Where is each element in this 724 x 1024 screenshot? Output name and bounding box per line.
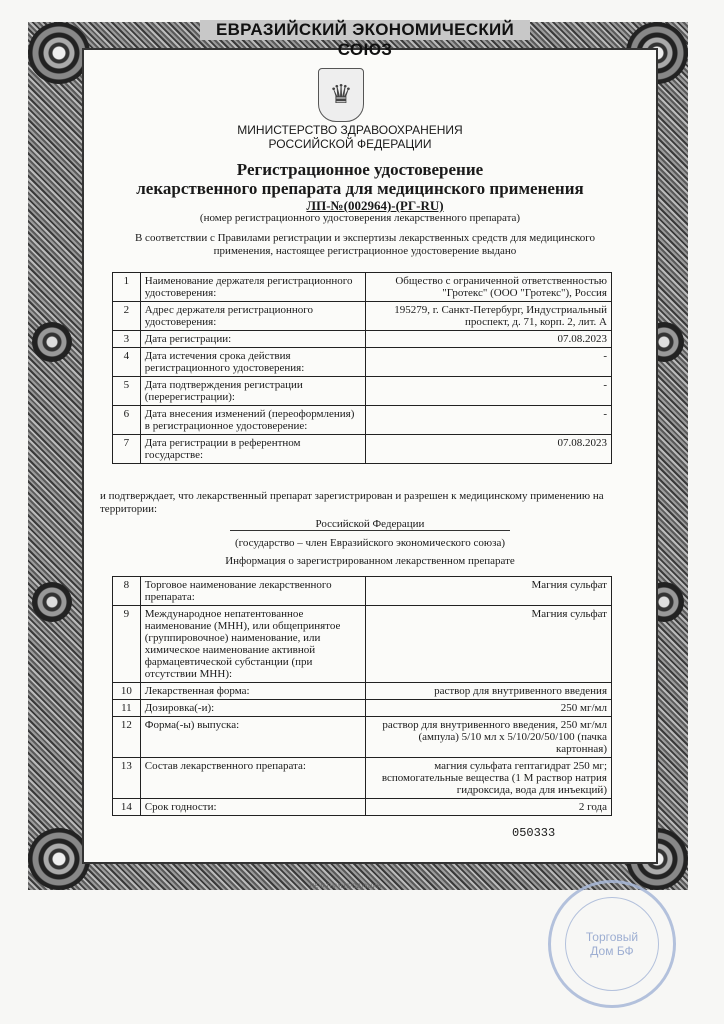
- ornament-icon: [32, 322, 72, 362]
- row-label: Состав лекарственного препарата:: [140, 758, 365, 799]
- row-number: 11: [113, 700, 141, 717]
- row-number: 9: [113, 606, 141, 683]
- row-label: Дата подтверждения регистрации (перерегистрации):: [140, 377, 365, 406]
- row-value: 195279, г. Санкт-Петербург, Индустриальный проспект, д. 71, корп. 2, лит. А: [366, 302, 612, 331]
- row-label: Торговое наименование лекарственного препарата:: [140, 577, 365, 606]
- table-row: [113, 758, 612, 799]
- row-number: 3: [113, 331, 141, 348]
- table-row: [113, 331, 612, 348]
- row-label: Срок годности:: [140, 799, 365, 816]
- table-row: [113, 683, 612, 700]
- table-row: [113, 606, 612, 683]
- row-label: Дозировка(-и):: [140, 700, 365, 717]
- row-label: Наименование держателя регистрационного удостоверения:: [140, 273, 365, 302]
- row-number: 4: [113, 348, 141, 377]
- table-row: [113, 577, 612, 606]
- ministry-name: МИНИСТЕРСТВО ЗДРАВООХРАНЕНИЯ РОССИЙСКОЙ ФЕДЕРАЦИИ: [237, 123, 463, 151]
- table-row: [113, 717, 612, 758]
- table-row: [113, 348, 612, 377]
- company-stamp: Торговый Дом БФ: [548, 880, 676, 1008]
- row-value: 2 года: [366, 799, 612, 816]
- row-number: 6: [113, 406, 141, 435]
- certificate-number-caption: (номер регистрационного удостоверения лекарственного препарата): [199, 212, 521, 224]
- certificate-number: ЛП-№(002964)-(РГ-RU): [306, 198, 444, 213]
- table-row: [113, 406, 612, 435]
- table-row: [113, 302, 612, 331]
- row-label: Адрес держателя регистрационного удостоверения:: [140, 302, 365, 331]
- row-value: Общество с ограниченной ответственностью "Гротекс" (ООО "Гротекс"), Россия: [366, 273, 612, 302]
- row-number: 14: [113, 799, 141, 816]
- row-value: 07.08.2023: [366, 435, 612, 464]
- row-value: Магния сульфат: [366, 577, 612, 606]
- row-label: Дата истечения срока действия регистрационного удостоверения:: [140, 348, 365, 377]
- row-number: 2: [113, 302, 141, 331]
- row-label: Дата регистрации:: [140, 331, 365, 348]
- union-banner: ЕВРАЗИЙСКИЙ ЭКОНОМИЧЕСКИЙ СОЮЗ: [200, 20, 530, 40]
- product-info-heading: Информация о зарегистрированном лекарственном препарате: [225, 555, 515, 567]
- confirmation-text: и подтверждает, что лекарственный препарат зарегистрирован и разрешен к медицинскому применению на территории:: [100, 490, 604, 515]
- row-number: 5: [113, 377, 141, 406]
- registration-table: [112, 272, 612, 464]
- row-number: 8: [113, 577, 141, 606]
- row-number: 1: [113, 273, 141, 302]
- row-value: раствор для внутривенного введения: [366, 683, 612, 700]
- row-value: -: [366, 406, 612, 435]
- print-mark: ПЕЧАТНАЯ ПРОДУКЦИЯ: [310, 884, 382, 890]
- document-title: Регистрационное удостоверение лекарственного препарата для медицинского применения: [136, 160, 584, 198]
- row-number: 7: [113, 435, 141, 464]
- table-row: [113, 799, 612, 816]
- row-value: Магния сульфат: [366, 606, 612, 683]
- ornament-icon: [28, 828, 90, 890]
- table-row: [113, 273, 612, 302]
- serial-number: 050333: [512, 826, 556, 840]
- ornament-icon: [28, 22, 90, 84]
- table-row: [113, 435, 612, 464]
- row-value: -: [366, 348, 612, 377]
- row-value: 250 мг/мл: [366, 700, 612, 717]
- country-name: Российской Федерации: [230, 518, 510, 531]
- table-row: [113, 377, 612, 406]
- row-value: магния сульфата гептагидрат 250 мг; вспомогательные вещества (1 М раствор натрия гидроксида, вода для инъекций): [366, 758, 612, 799]
- row-value: 07.08.2023: [366, 331, 612, 348]
- row-number: 12: [113, 717, 141, 758]
- row-value: раствор для внутривенного введения, 250 мг/мл (ампула) 5/10 мл х 5/10/20/50/100 (пачка картонная): [366, 717, 612, 758]
- row-label: Лекарственная форма:: [140, 683, 365, 700]
- product-table: [112, 576, 612, 816]
- row-label: Форма(-ы) выпуска:: [140, 717, 365, 758]
- country-caption: (государство – член Евразийского экономического союза): [235, 537, 505, 549]
- row-label: Дата регистрации в референтном государстве:: [140, 435, 365, 464]
- row-value: -: [366, 377, 612, 406]
- row-label: Дата внесения изменений (переоформления) в регистрационное удостоверение:: [140, 406, 365, 435]
- table-row: [113, 700, 612, 717]
- row-number: 10: [113, 683, 141, 700]
- row-number: 13: [113, 758, 141, 799]
- coat-of-arms-icon: ♛: [318, 68, 364, 122]
- ornament-icon: [32, 582, 72, 622]
- intro-text: В соответствии с Правилами регистрации и экспертизы лекарственных средств для медицинского применения, настоящее регистрационное удостоверение выдано: [134, 232, 596, 257]
- row-label: Международное непатентованное наименование (МНН), или общепринятое (группировочное) наименование, или химическое наименование активной фармацевтической субстанции (при отсутствии МНН):: [140, 606, 365, 683]
